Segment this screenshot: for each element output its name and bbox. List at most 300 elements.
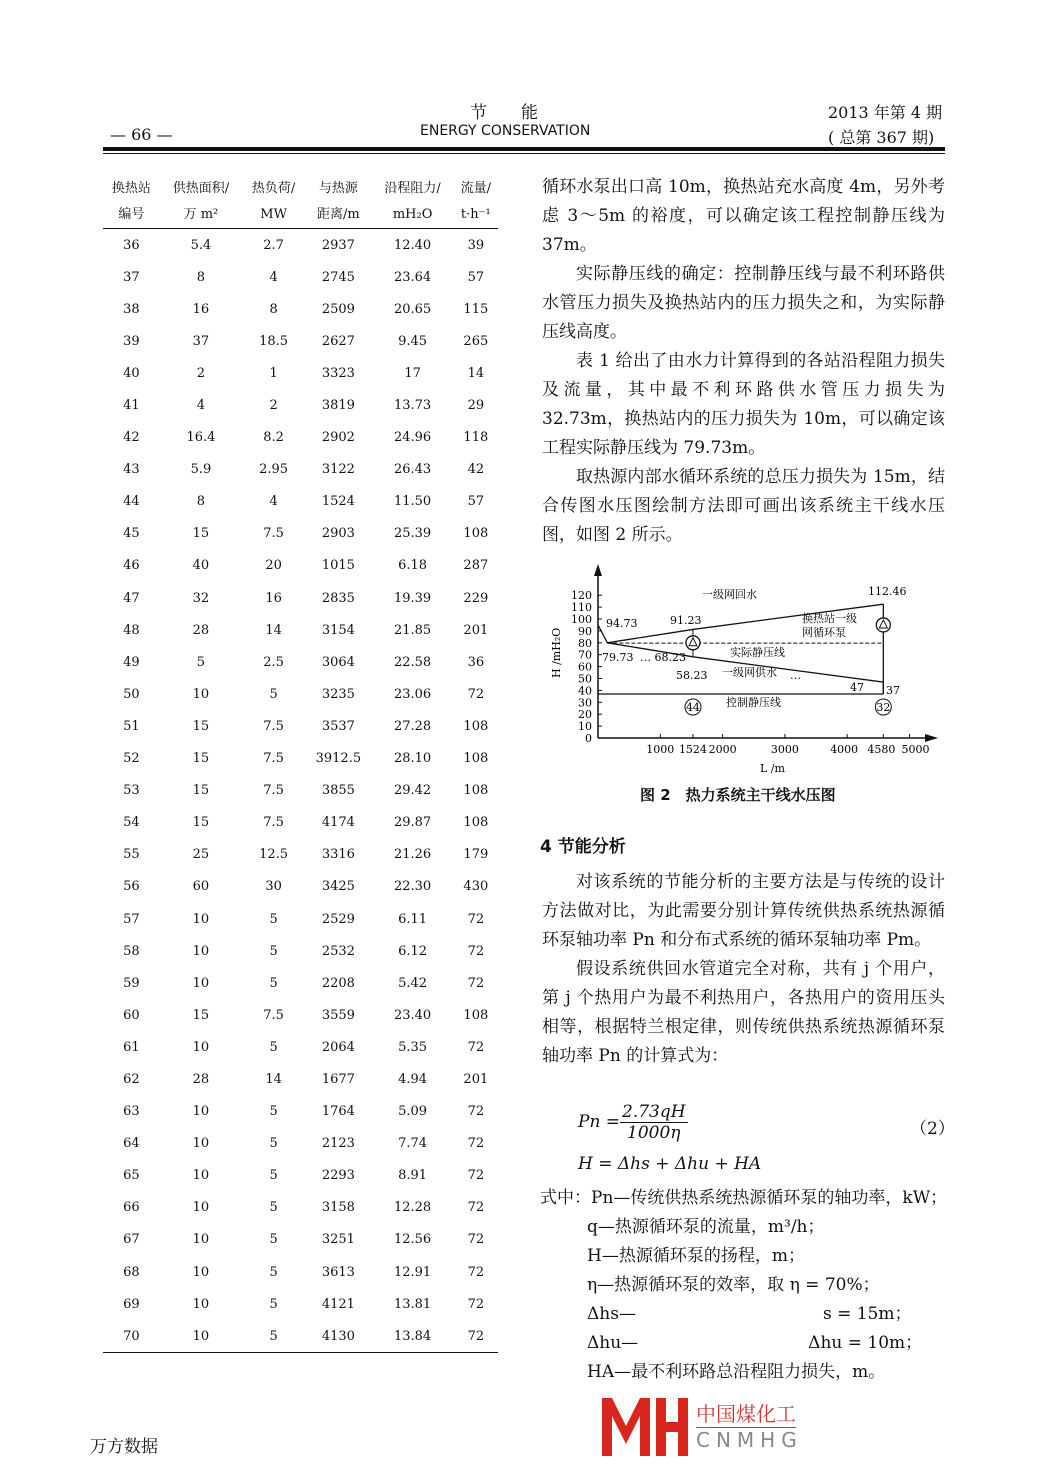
x-tick-label: 4000 [830,743,859,756]
table-cell: 3819 [321,398,355,414]
table-cell: 21.26 [393,847,432,863]
paragraph: 实际静压线的确定：控制静压线与最不利环路供水管压力损失及换热站内的压力损失之和，为实际静压线高度。 [542,264,945,342]
table-row [103,807,498,839]
symbol-definition: Δhu— Δhu = 10m； [587,1333,923,1353]
table-cell: 108 [463,526,489,542]
table-cell: 16 [265,590,282,606]
diagram-label: 一级网供水 [722,666,777,679]
table-cell: 15 [192,526,210,542]
table-cell: 7.5 [263,783,284,799]
paragraph: 假设系统供回水管道完全对称，共有 j 个用户，第 j 个热用户为最不利热用户，各热用户的资用压头相等，根据特兰根定律，则传统供热系统热源循环泵轴功率 Pn 的计算式为： [542,959,945,1066]
table-cell: 36 [467,654,485,670]
table-row [103,1288,498,1320]
table-cell: 12.28 [393,1200,432,1216]
table-cell: 12.56 [393,1232,432,1248]
table-cell: 2529 [321,911,355,927]
table-cell: 45 [123,526,140,542]
equation-lhs: Pn = [578,1112,621,1132]
watermark-en: CNMHG [696,1428,803,1452]
table-row [103,871,498,903]
y-tick-label: 110 [571,601,592,615]
table-cell: 10 [192,1200,210,1216]
table-cell: 15 [192,718,210,734]
table-cell: 29.42 [393,783,432,799]
table-cell: 108 [463,1007,489,1023]
x-tick-label: 4580 [867,743,896,756]
table-cell: 7.5 [263,718,284,734]
paragraph: 取热源内部水循环系统的总压力损失为 15m，结合传图水压图绘制方法即可画出该系统主干线水压图，如图 2 所示。 [542,467,945,545]
table-cell: 10 [192,686,210,702]
table-cell: 7.5 [263,1007,284,1023]
table-row [103,775,498,807]
table-cell: 8.2 [263,430,284,446]
table-cell: 10 [192,1264,210,1280]
table-cell: 10 [192,1232,210,1248]
table-row [103,1160,498,1192]
table-cell: 108 [463,815,489,831]
table-row [103,357,498,389]
table-cell: 2532 [321,943,355,959]
table-cell: 72 [467,1104,485,1120]
table-cell: 37 [192,333,210,349]
table-cell: 8 [196,269,206,285]
y-tick-label: 20 [578,708,592,722]
table-cell: 68 [123,1264,140,1280]
table-cell: 2745 [321,269,355,285]
table-cell: 118 [463,430,489,446]
table-cell: 8 [196,494,206,510]
column-header [242,176,305,229]
table-cell: 46 [123,558,140,574]
table-cell: 40 [192,558,210,574]
y-tick-label: 0 [585,732,592,745]
equation-fraction [620,1102,688,1143]
table-cell: 39 [123,333,140,349]
table-cell: 15 [192,783,210,799]
table-cell: 10 [192,1328,210,1344]
water-pressure-diagram [540,560,940,780]
table-cell: 62 [123,1071,140,1087]
table-cell: 69 [123,1296,140,1312]
table-cell: 4 [269,494,278,510]
table-row [103,1031,498,1063]
section-heading: 4 节能分析 [540,837,626,857]
table-cell: 32 [192,590,210,606]
table-cell: 3537 [321,718,355,734]
diagram-label: 47 [850,681,864,694]
table-cell: 10 [192,1296,210,1312]
table-cell: 3613 [321,1264,355,1280]
table-cell: 5 [269,1200,278,1216]
table-cell: 5 [269,686,278,702]
table-cell: 2123 [321,1136,355,1152]
table-cell: 15 [192,751,210,767]
table-cell: 65 [123,1168,140,1184]
table-cell: 48 [123,622,140,638]
table-cell: 108 [463,751,489,767]
table-row [103,293,498,325]
table-row [103,389,498,421]
watermark-cn: 中国煤化工 [696,1398,796,1428]
table-row [103,1224,498,1256]
diagram-label: 58.23 [676,669,708,682]
diagram-label: 实际静压线 [730,646,785,659]
table-row [103,1063,498,1095]
denominator: 1000η [627,1123,681,1143]
table-cell: 10 [192,1039,210,1055]
table-cell: 5.9 [190,462,212,478]
column-header-unit: MW [260,207,287,222]
table-cell: 2835 [321,590,355,606]
table-row [103,1320,498,1353]
table-cell: 72 [467,1296,485,1312]
column-header [103,176,160,229]
table-cell: 14 [467,365,485,381]
table-cell: 5.09 [398,1104,428,1120]
y-tick-label: 10 [578,720,592,734]
column-header-unit: 距离/m [317,207,360,222]
column-header [305,176,371,229]
x-tick-label: 1524 [678,743,707,756]
table-cell: 5 [269,1328,278,1344]
table-cell: 72 [467,1200,485,1216]
column-header-line: 热负荷/ [251,181,296,196]
table-row [103,1128,498,1160]
table-cell: 70 [123,1328,140,1344]
table-row [103,1192,498,1224]
table-cell: 42 [123,430,140,446]
table-cell: 51 [123,718,140,734]
y-tick-label: 120 [571,589,592,603]
table-cell: 13.84 [393,1328,432,1344]
table-cell: 18.5 [259,333,289,349]
column-header-line: 供热面积/ [172,181,230,196]
table-cell: 41 [123,398,140,414]
table-cell: 21.85 [393,622,432,638]
table-cell: 1524 [321,494,355,510]
table-cell: 57 [123,911,140,927]
table-row [103,678,498,710]
table-cell: 2 [269,398,278,414]
table-cell: 5 [269,943,278,959]
table-cell: 6.18 [398,558,428,574]
y-tick-label: 60 [578,660,592,674]
table-cell: 2902 [321,430,355,446]
table-cell: 2.95 [259,462,289,478]
table-cell: 10 [192,1136,210,1152]
table-cell: 115 [463,301,489,317]
diagram-label: … 68.23 [640,651,686,664]
table-row [103,903,498,935]
table-cell: 24.96 [393,430,432,446]
diagram-label: 37 [886,684,900,697]
table-cell: 36 [123,237,140,253]
table-cell: 22.58 [393,654,432,670]
table-cell: 4 [269,269,278,285]
table-cell: 12.5 [259,847,289,863]
table-cell: 54 [123,815,140,831]
x-tick-label: 2000 [708,743,737,756]
column-header-line: 流量/ [460,181,492,196]
table-cell: 60 [192,879,210,895]
table-row [103,614,498,646]
table-cell: 64 [123,1136,140,1152]
table-cell: 15 [192,1007,210,1023]
table-cell: 57 [467,494,485,510]
diagram-label: 94.73 [606,617,638,630]
y-tick-label: 50 [578,672,592,686]
table-cell: 3122 [321,462,355,478]
table-cell: 2064 [321,1039,355,1055]
diagram-label: 换热站一级 [802,612,857,625]
table-cell: 4174 [321,815,355,831]
table-cell: 23.40 [393,1007,432,1023]
table-cell: 4121 [321,1296,355,1312]
y-axis-label: H /mH₂O [550,627,563,678]
column-header-unit: mH₂O [392,207,433,222]
table-cell: 25.39 [393,526,432,542]
table-cell: 4.94 [398,1071,428,1087]
table-cell: 2208 [321,975,355,991]
column-header-line: 与热源 [318,181,358,196]
symbol-definition: 式中：Pn—传统供热系统热源循环泵的轴功率，kW； [540,1188,948,1208]
table-cell: 9.45 [398,333,428,349]
table-cell: 30 [265,879,282,895]
table-cell: 55 [123,847,140,863]
table-row [103,486,498,518]
table-cell: 2 [196,365,206,381]
x-axis-label: L /m [760,762,785,775]
table-cell: 10 [192,1168,210,1184]
table-cell: 72 [467,975,485,991]
table-cell: 37 [123,269,140,285]
station-number: 32 [876,701,891,715]
table-cell: 3912.5 [315,751,362,767]
column-header [372,176,454,229]
table-row [103,710,498,742]
table-cell: 5.42 [398,975,428,991]
table-cell: 40 [123,365,140,381]
table-cell: 72 [467,1232,485,1248]
table-cell: 1015 [321,558,355,574]
table-cell: 5 [269,1264,278,1280]
table-cell: 3158 [321,1200,355,1216]
y-tick-label: 100 [571,613,592,626]
table-row [103,582,498,614]
table-row [103,454,498,486]
column-header [454,176,498,229]
x-tick-label: 1000 [646,743,675,756]
column-header [160,176,242,229]
table-cell: 3235 [321,686,355,702]
table-row [103,1256,498,1288]
table-cell: 72 [467,1264,485,1280]
table-cell: 14 [265,1071,282,1087]
table-cell: 6.12 [398,943,428,959]
page-number: — 66 — [110,125,173,144]
table-cell: 17 [404,365,421,381]
table-cell: 3855 [321,783,355,799]
table-cell: 52 [123,751,140,767]
table-cell: 16.4 [186,430,216,446]
table-cell: 287 [463,558,489,574]
table-cell: 3559 [321,1007,355,1023]
equation-number: （2） [910,1119,955,1139]
table-cell: 72 [467,1039,485,1055]
column-header-line: 沿程阻力/ [384,181,441,196]
table-cell: 5 [269,1136,278,1152]
table-cell: 5 [269,1104,278,1120]
table-cell: 61 [123,1039,140,1055]
y-tick-label: 90 [578,624,592,638]
table-cell: 72 [467,1136,485,1152]
table-row [103,422,498,454]
table-cell: 39 [467,237,485,253]
y-tick-label: 70 [578,648,592,662]
table-cell: 57 [467,269,485,285]
table-cell: 5 [196,654,206,670]
column-header-unit: 编号 [118,207,145,222]
watermark-logo [600,1398,688,1456]
table-cell: 2903 [321,526,355,542]
diagram-label: 控制静压线 [726,696,781,709]
table-cell: 7.5 [263,815,284,831]
table-cell: 2.7 [263,237,284,253]
table-cell: 42 [467,462,485,478]
table-cell: 1764 [321,1104,355,1120]
table-cell: 14 [265,622,282,638]
figure-caption: 图 2 热力系统主干线水压图 [640,786,836,804]
y-tick-label: 40 [578,684,592,698]
table-cell: 3425 [321,879,355,895]
table-cell: 23.06 [393,686,432,702]
table-row [103,550,498,582]
total-issue: ( 总第 367 期) [828,128,935,147]
table-cell: 5.4 [190,237,212,253]
table-cell: 4 [196,398,206,414]
table-cell: 15 [192,815,210,831]
table-row [103,325,498,357]
table-cell: 11.50 [393,494,432,510]
table-cell: 22.30 [393,879,432,895]
table-cell: 4130 [321,1328,355,1344]
equation-2: H = Δhs + Δhu + HA [578,1154,762,1174]
table-cell: 43 [123,462,140,478]
header-rule [103,147,945,151]
table-cell: 3251 [321,1232,355,1248]
table-row [103,839,498,871]
table-cell: 8.91 [398,1168,428,1184]
table-cell: 28.10 [393,751,432,767]
table-cell: 67 [123,1232,140,1248]
table-cell: 58 [123,943,140,959]
x-axis-arrow [925,734,938,742]
table-cell: 19.39 [393,590,432,606]
column-header-unit: 万 m² [183,207,219,222]
table-cell: 10 [192,943,210,959]
symbol-definition: HA—最不利环路总沿程阻力损失，m。 [587,1362,886,1382]
table-row [103,646,498,678]
table-cell: 7.5 [263,751,284,767]
station-number: 44 [685,701,700,715]
table-cell: 50 [123,686,140,702]
table-cell: 2.5 [263,654,284,670]
x-tick-label: 3000 [770,743,799,756]
table-cell: 16 [192,301,210,317]
table-cell: 72 [467,686,485,702]
table-cell: 5 [269,1168,278,1184]
table-cell: 72 [467,943,485,959]
table-cell: 25 [192,847,210,863]
table-cell: 72 [467,1328,485,1344]
text-column [542,173,945,550]
table-cell: 53 [123,783,140,799]
table-cell: 10 [192,975,210,991]
table-cell: 108 [463,783,489,799]
table-row [103,743,498,775]
table-cell: 23.64 [393,269,432,285]
table-cell: 20 [265,558,282,574]
table-cell: 179 [463,847,489,863]
table-cell: 28 [192,622,210,638]
table-cell: 38 [123,301,140,317]
table-cell: 47 [123,590,140,606]
diagram-label: 112.46 [868,585,907,598]
table-row [103,229,498,262]
diagram-label: 91.23 [670,614,702,627]
table-cell: 8 [269,301,278,317]
table-cell: 5 [269,1232,278,1248]
x-tick-label: 5000 [901,743,930,756]
table-cell: 66 [123,1200,140,1216]
table-cell: 5 [269,1039,278,1055]
data-table [103,176,498,1353]
table-cell: 108 [463,718,489,734]
table-cell: 10 [192,911,210,927]
table-cell: 2293 [321,1168,355,1184]
table-cell: 29.87 [393,815,432,831]
table-cell: 29 [467,398,485,414]
table-cell: 72 [467,1168,485,1184]
table-row [103,1096,498,1128]
table-cell: 56 [123,879,140,895]
table-cell: 13.81 [393,1296,432,1312]
table-cell: 12.40 [393,237,432,253]
table-row [103,518,498,550]
table-cell: 12.91 [393,1264,432,1280]
table-cell: 28 [192,1071,210,1087]
diagram-label: 79.73 [602,651,634,664]
column-header-line: 换热站 [111,181,151,196]
diagram-label: 网循环泵 [802,626,846,639]
y-tick-label: 80 [578,636,592,650]
table-cell: 1677 [321,1071,355,1087]
table-cell: 5 [269,911,278,927]
issue: 2013 年第 4 期 [828,103,943,122]
paragraph: 表 1 给出了由水力计算得到的各站沿程阻力损失及流量，其中最不利环路供水管压力损失为 32.73m，换热站内的压力损失为 10m，可以确定该工程实际静压线为 79.73m。 [542,351,945,458]
diagram-label: … [790,669,801,682]
table-cell: 201 [463,1071,489,1087]
table-cell: 5.35 [398,1039,428,1055]
header-rule-thin [103,153,945,154]
table-cell: 49 [123,654,140,670]
paragraph: 对该系统的节能分析的主要方法是与传统的设计方法做对比，为此需要分别计算传统供热系统热源循环泵轴功率 Pn 和分布式系统的循环泵轴功率 Pm。 [542,872,945,950]
table-cell: 1 [269,365,278,381]
y-axis-arrow [594,564,602,576]
journal-title: 节 能 [470,103,538,123]
table-cell: 26.43 [393,462,432,478]
symbol-definition: Δhs— s = 15m； [587,1304,912,1324]
